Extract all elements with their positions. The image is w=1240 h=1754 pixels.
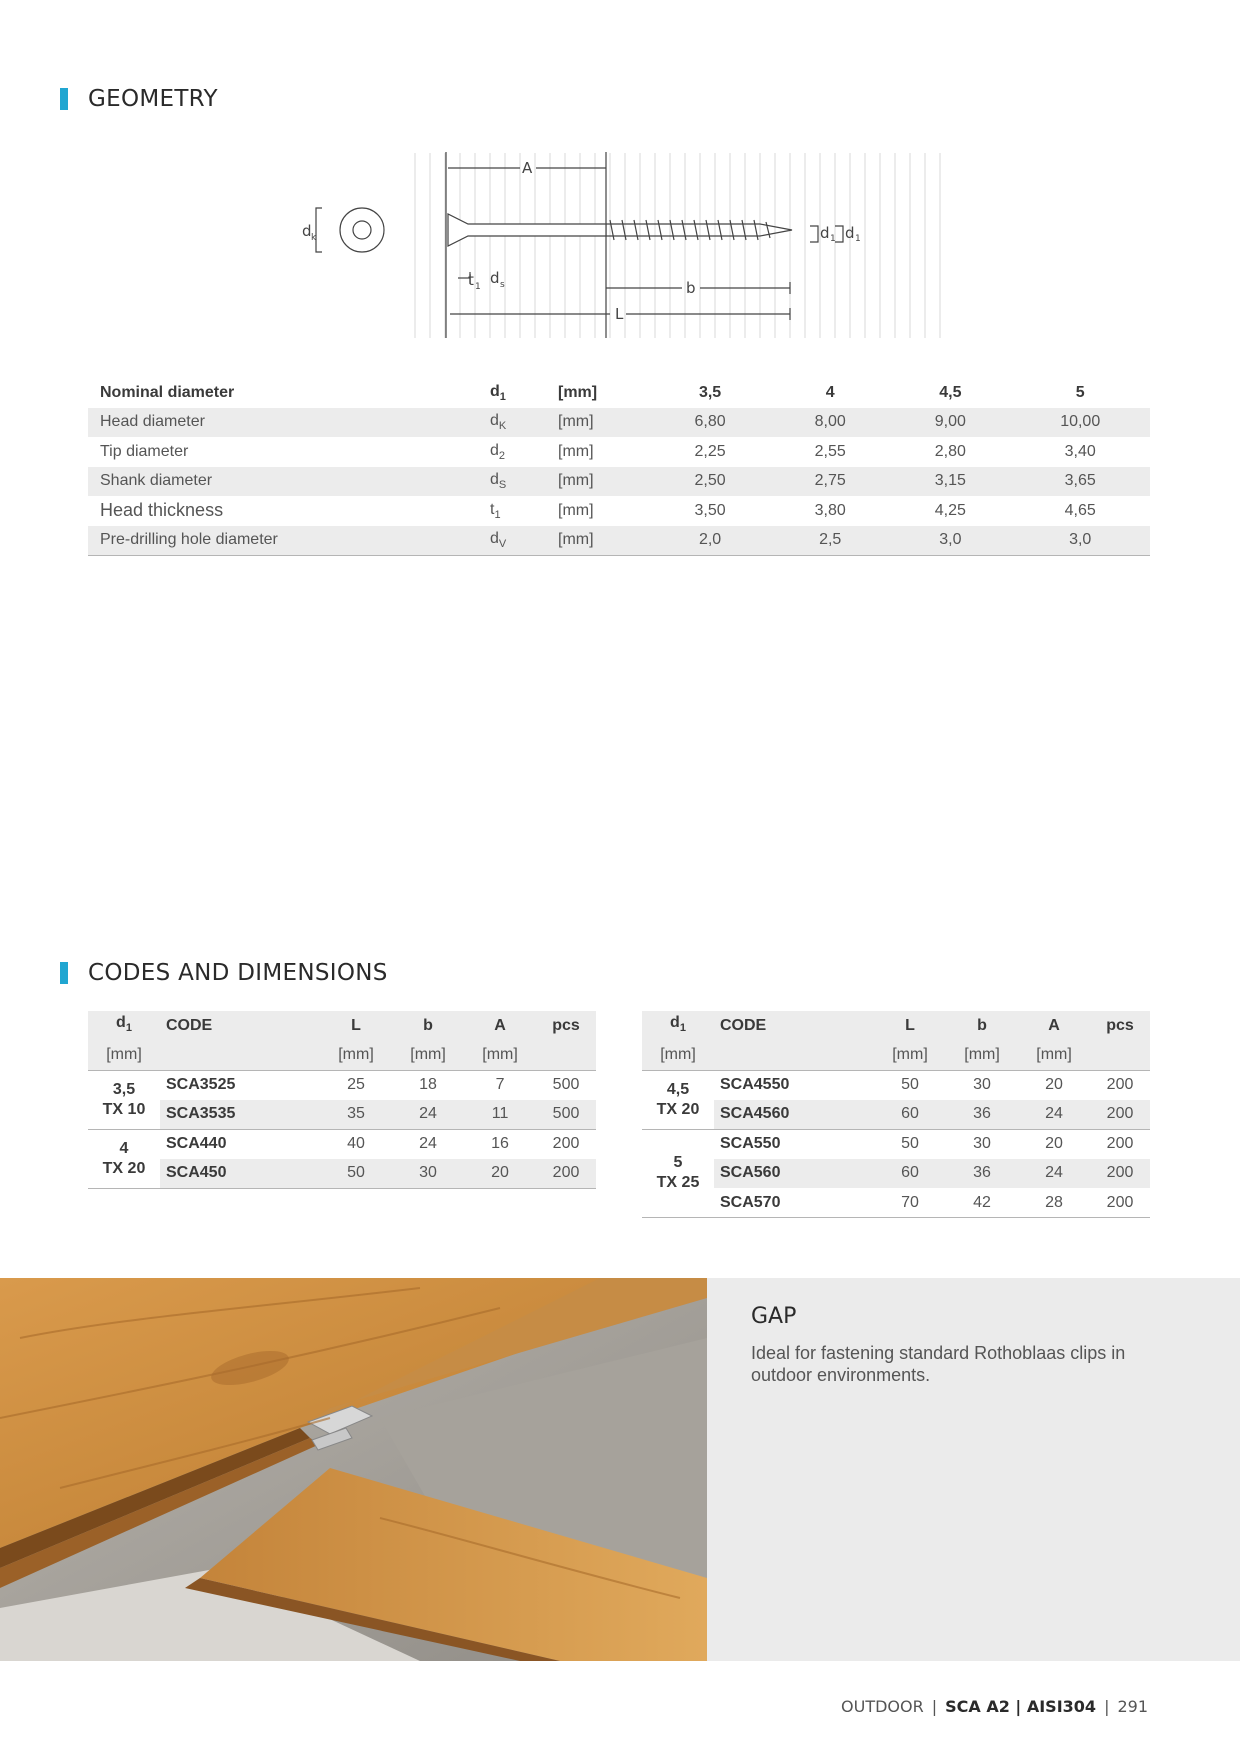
- table-row: [88, 467, 1150, 497]
- header-unit: [mm]: [558, 383, 598, 401]
- header-value: 3,5: [698, 383, 722, 401]
- row-label: Head thickness: [100, 500, 224, 521]
- header-code: CODE: [160, 1011, 320, 1041]
- table-row: [88, 496, 1150, 526]
- dk-label: d: [302, 222, 312, 240]
- dk-sub: k: [311, 233, 317, 243]
- l-cell: 50: [320, 1159, 392, 1189]
- header-l: L: [874, 1011, 946, 1041]
- geometry-table: [88, 378, 1150, 556]
- table-header-row: [88, 378, 1150, 408]
- row-symbol: $d_K$: [484, 408, 554, 438]
- row-value: 10,00: [1010, 408, 1150, 438]
- table-row: [88, 526, 1150, 556]
- row-value: 3,0: [1010, 526, 1150, 556]
- unit-cell: [mm]: [464, 1041, 536, 1071]
- row-unit: [mm]: [554, 467, 650, 497]
- table-row: [642, 1070, 1150, 1100]
- l-cell: 60: [874, 1100, 946, 1130]
- row-value: 6,80: [650, 408, 770, 438]
- b-cell: 24: [419, 1135, 437, 1152]
- pcs-cell: 200: [552, 1135, 580, 1152]
- row-value: 4,25: [934, 501, 966, 519]
- footer-section: OUTDOOR: [841, 1697, 924, 1716]
- a-cell: 7: [495, 1076, 505, 1093]
- table-header-row: [642, 1011, 1150, 1041]
- table-unit-row: [88, 1041, 596, 1071]
- unit-cell-empty: [160, 1041, 320, 1071]
- b-cell: 18: [419, 1076, 437, 1093]
- header-value: 4,5: [939, 383, 962, 401]
- unit-cell: [mm]: [642, 1041, 714, 1071]
- ds-sub: s: [500, 280, 505, 290]
- a-label: A: [522, 159, 533, 177]
- row-value: 2,80: [934, 442, 966, 460]
- gap-title: GAP: [751, 1304, 797, 1329]
- row-label: Pre-drilling hole diameter: [88, 526, 484, 556]
- code-cell: SCA550: [720, 1135, 781, 1152]
- pcs-cell: 500: [536, 1100, 596, 1130]
- row-value: 3,50: [694, 501, 726, 519]
- screw-diagram: [290, 148, 950, 340]
- unit-cell: [mm]: [874, 1041, 946, 1071]
- gap-panel: [707, 1278, 1240, 1661]
- l-cell: 25: [347, 1076, 365, 1093]
- table-row: [88, 1159, 596, 1189]
- pcs-cell: 500: [552, 1076, 580, 1093]
- a-cell: 20: [1045, 1076, 1063, 1093]
- row-label: Shank diameter: [88, 467, 484, 497]
- row-unit: [mm]: [558, 501, 594, 519]
- table-row: [88, 408, 1150, 438]
- pcs-cell: 200: [536, 1159, 596, 1189]
- l-cell: 70: [874, 1188, 946, 1218]
- decking-illustration: [0, 1278, 707, 1661]
- code-cell: SCA440: [166, 1135, 227, 1152]
- diameter-group: 5 TX 25: [642, 1129, 714, 1218]
- row-value: 9,00: [890, 408, 1010, 438]
- pcs-cell: 200: [1090, 1100, 1150, 1130]
- footer-product: SCA A2 | AISI304: [945, 1697, 1097, 1716]
- a-cell: 20: [1045, 1135, 1063, 1152]
- table-row: [642, 1159, 1150, 1189]
- header-symbol: $d_1$: [490, 382, 506, 403]
- unit-cell: [mm]: [88, 1041, 160, 1071]
- header-label: Nominal diameter: [100, 383, 235, 401]
- code-cell: SCA3535: [160, 1100, 320, 1130]
- code-cell: SCA4560: [714, 1100, 874, 1130]
- b-cell: 30: [973, 1135, 991, 1152]
- row-symbol: $d_2$: [490, 441, 506, 462]
- footer-separator: |: [931, 1697, 938, 1716]
- wood-hatch: [415, 153, 940, 338]
- row-symbol: $d_V$: [484, 526, 554, 556]
- row-value: 2,50: [650, 467, 770, 497]
- row-value: 2,55: [814, 442, 846, 460]
- b-label: b: [686, 279, 696, 297]
- unit-cell: [mm]: [392, 1041, 464, 1071]
- t1-sub: 1: [475, 282, 481, 292]
- gap-description: Ideal for fastening standard Rothoblaas clips in outdoor environments.: [751, 1343, 1126, 1385]
- geometry-heading: [60, 86, 218, 112]
- header-b: b: [392, 1011, 464, 1041]
- row-label: Tip diameter: [100, 442, 189, 460]
- table-row: [642, 1100, 1150, 1130]
- code-cell: SCA570: [714, 1188, 874, 1218]
- row-value: 8,00: [770, 408, 890, 438]
- diameter-group: 4,5 TX 20: [642, 1070, 714, 1129]
- header-d: $d_1$: [642, 1011, 714, 1041]
- diameter-group: 4 TX 20: [88, 1129, 160, 1188]
- row-unit: [mm]: [554, 408, 650, 438]
- row-value: 2,25: [694, 442, 726, 460]
- a-cell: 16: [491, 1135, 509, 1152]
- b-cell: 42: [946, 1188, 1018, 1218]
- l-cell: 40: [347, 1135, 365, 1152]
- unit-cell: [mm]: [1018, 1041, 1090, 1071]
- a-cell: 24: [1018, 1100, 1090, 1130]
- row-value: 2,0: [650, 526, 770, 556]
- code-cell: SCA4550: [720, 1076, 790, 1093]
- table-row: [642, 1188, 1150, 1218]
- codes-table-right: [642, 1011, 1150, 1218]
- code-cell: SCA560: [714, 1159, 874, 1189]
- header-l: L: [320, 1011, 392, 1041]
- t1-label: t: [468, 271, 474, 289]
- header-pcs: pcs: [1090, 1011, 1150, 1041]
- table-row: [88, 1129, 596, 1159]
- b-cell: 36: [946, 1100, 1018, 1130]
- header-a: A: [1018, 1011, 1090, 1041]
- header-pcs: pcs: [536, 1011, 596, 1041]
- d1-label: d: [845, 224, 855, 242]
- a-cell: 20: [464, 1159, 536, 1189]
- a-cell: 24: [1018, 1159, 1090, 1189]
- l-cell: 50: [901, 1135, 919, 1152]
- page-number: 291: [1117, 1697, 1148, 1716]
- table-row: [88, 1100, 596, 1130]
- l-label: L: [615, 305, 624, 323]
- l-cell: 60: [874, 1159, 946, 1189]
- row-value: 4,65: [1064, 501, 1096, 519]
- unit-cell-empty: [714, 1041, 874, 1071]
- row-value: 2,75: [770, 467, 890, 497]
- row-value: 3,0: [890, 526, 1010, 556]
- code-cell: SCA450: [160, 1159, 320, 1189]
- unit-cell: [mm]: [320, 1041, 392, 1071]
- codes-table-left: [88, 1011, 596, 1189]
- b-cell: 30: [973, 1076, 991, 1093]
- table-row: [642, 1129, 1150, 1159]
- row-label: Head diameter: [88, 408, 484, 438]
- l-cell: 50: [901, 1076, 919, 1093]
- a-cell: 11: [464, 1100, 536, 1130]
- code-cell: SCA3525: [166, 1076, 236, 1093]
- b-cell: 24: [392, 1100, 464, 1130]
- b-cell: 36: [946, 1159, 1018, 1189]
- d1-sub: 1: [855, 234, 861, 244]
- row-value: 3,15: [890, 467, 1010, 497]
- l-cell: 35: [320, 1100, 392, 1130]
- d2-sub: 1: [830, 234, 836, 244]
- pcs-cell: 200: [1090, 1188, 1150, 1218]
- row-symbol: $t_1$: [490, 500, 501, 521]
- row-unit: [mm]: [558, 442, 594, 460]
- ds-label: d: [490, 269, 500, 287]
- table-unit-row: [642, 1041, 1150, 1071]
- accent-bar: [60, 88, 68, 110]
- header-code: CODE: [714, 1011, 874, 1041]
- pcs-cell: 200: [1106, 1135, 1134, 1152]
- unit-cell: [mm]: [946, 1041, 1018, 1071]
- b-cell: 30: [392, 1159, 464, 1189]
- pcs-cell: 200: [1106, 1076, 1134, 1093]
- unit-cell-empty: [536, 1041, 596, 1071]
- codes-heading: [60, 960, 388, 986]
- unit-cell-empty: [1090, 1041, 1150, 1071]
- row-symbol: $d_S$: [484, 467, 554, 497]
- row-value: 3,40: [1064, 442, 1096, 460]
- accent-bar: [60, 962, 68, 984]
- page-footer: [841, 1697, 1148, 1716]
- table-row: [88, 1070, 596, 1100]
- table-header-row: [88, 1011, 596, 1041]
- row-value: 3,80: [814, 501, 846, 519]
- footer-separator: |: [1104, 1697, 1110, 1716]
- header-a: A: [464, 1011, 536, 1041]
- header-b: b: [946, 1011, 1018, 1041]
- header-value: 5: [1075, 383, 1085, 401]
- row-value: 2,5: [770, 526, 890, 556]
- pcs-cell: 200: [1090, 1159, 1150, 1189]
- row-unit: [mm]: [554, 526, 650, 556]
- header-value: 4: [825, 383, 835, 401]
- d2-label: d: [820, 224, 830, 242]
- geometry-title: GEOMETRY: [88, 86, 218, 112]
- table-row: [88, 437, 1150, 467]
- codes-title: CODES AND DIMENSIONS: [88, 960, 388, 986]
- header-d: $d_1$: [88, 1011, 160, 1041]
- diameter-group: 3,5 TX 10: [88, 1070, 160, 1129]
- a-cell: 28: [1018, 1188, 1090, 1218]
- decking-photo: [0, 1278, 707, 1661]
- row-value: 3,65: [1010, 467, 1150, 497]
